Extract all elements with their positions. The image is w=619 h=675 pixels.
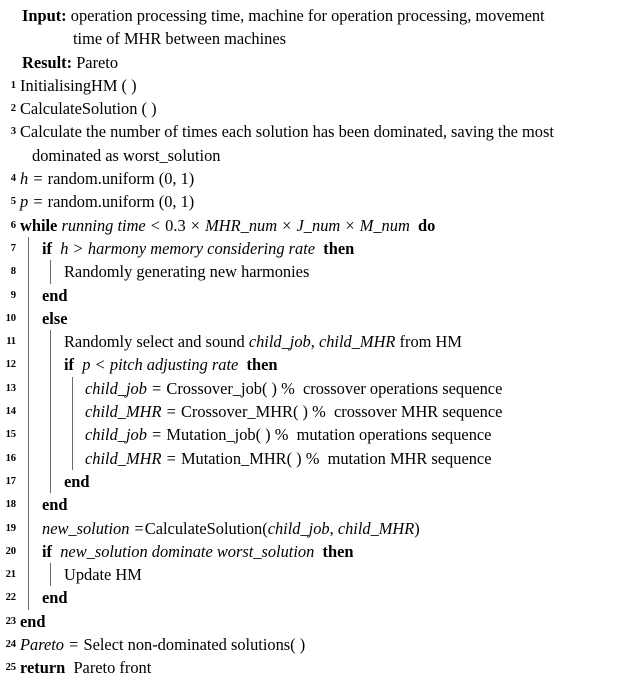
keyword-while: while <box>20 215 58 235</box>
code-line <box>0 353 619 376</box>
input-text-continuation <box>0 27 619 50</box>
line-content <box>0 330 615 353</box>
line-number: 4 <box>10 173 16 185</box>
statement-text: Calculate the number of times each solution has been dominated, saving the most <box>20 122 554 142</box>
variable-child-mhr: child_MHR <box>318 332 396 352</box>
code-line <box>0 190 619 213</box>
line-number: 3 <box>10 126 16 138</box>
multiply-icon: × <box>345 215 355 235</box>
line-content <box>0 74 615 97</box>
code-line <box>0 260 619 283</box>
code-line <box>0 214 619 237</box>
operator: < <box>95 355 105 375</box>
keyword-else: else <box>42 308 68 328</box>
keyword-end: end <box>42 495 68 515</box>
code-line <box>0 517 619 540</box>
statement-suffix: from HM <box>395 332 462 352</box>
result-label: Result: <box>22 52 73 72</box>
line-content <box>0 517 615 540</box>
variable-name: h <box>20 169 29 189</box>
line-content <box>0 633 615 656</box>
multiply-icon: × <box>190 215 201 235</box>
function-call: Mutation_job( ) <box>166 425 271 445</box>
function-call-open: CalculateSolution( <box>144 518 268 538</box>
line-content <box>0 120 615 167</box>
input-row <box>0 4 619 27</box>
line-content <box>0 586 615 609</box>
comment-text: mutation operations sequence <box>296 425 492 445</box>
operator: > <box>73 238 83 258</box>
statement-text-continuation: dominated as worst_solution <box>32 145 221 165</box>
line-content <box>0 353 615 376</box>
line-number: 11 <box>6 336 16 348</box>
code-line <box>0 237 619 260</box>
keyword-end: end <box>42 285 68 305</box>
separator: , <box>310 332 319 352</box>
operator: = <box>166 448 176 468</box>
variable-name: h <box>60 238 69 258</box>
line-number: 25 <box>5 662 16 674</box>
variable-name: child_MHR <box>85 448 162 468</box>
line-content <box>0 284 615 307</box>
line-number: 16 <box>5 452 16 464</box>
algorithm-header <box>0 0 619 74</box>
loop-condition: running time <box>61 215 146 235</box>
operator: = <box>69 635 79 655</box>
comment-text: crossover operations sequence <box>303 378 503 398</box>
code-line <box>0 377 619 400</box>
input-text: operation processing time, machine for operation processing, movement <box>70 6 545 25</box>
term-j-num: J_num <box>296 215 341 235</box>
code-line <box>0 470 619 493</box>
comment-marker: % <box>305 448 320 468</box>
argument-child-job: child_job <box>267 518 330 538</box>
code-line <box>0 493 619 516</box>
line-number: 23 <box>5 615 16 627</box>
line-number: 14 <box>5 406 16 418</box>
line-number: 8 <box>10 266 16 278</box>
variable-name: child_job <box>85 378 147 398</box>
separator: , <box>329 518 338 538</box>
line-number: 21 <box>5 569 16 581</box>
comment-text: crossover MHR sequence <box>333 402 503 422</box>
line-number: 9 <box>10 289 16 301</box>
line-content <box>0 237 615 260</box>
line-number: 22 <box>5 592 16 604</box>
code-line <box>0 120 619 167</box>
line-number: 19 <box>5 522 16 534</box>
expression: random.uniform (0, 1) <box>47 192 195 212</box>
term-mhr-num: MHR_num <box>205 215 278 235</box>
operator: = <box>33 192 43 212</box>
operator: = <box>152 378 162 398</box>
code-line <box>0 284 619 307</box>
function-call: Mutation_MHR( ) <box>180 448 302 468</box>
input-text-cont-label: time of MHR between machines <box>73 29 287 49</box>
result-row <box>0 51 619 74</box>
code-line <box>0 97 619 120</box>
line-content <box>0 493 615 516</box>
input-label: Input: <box>22 6 67 25</box>
return-value: Pareto front <box>73 658 152 675</box>
line-number: 15 <box>5 429 16 441</box>
code-line <box>0 330 619 353</box>
line-content <box>0 610 615 633</box>
expression: Select non-dominated solutions( ) <box>83 635 306 655</box>
line-number: 18 <box>5 499 16 511</box>
statement-text: Randomly generating new harmonies <box>64 262 310 282</box>
line-content <box>0 260 615 283</box>
line-content <box>0 214 615 237</box>
result-text: Pareto <box>76 52 119 72</box>
keyword-then: then <box>246 355 278 375</box>
operator: = <box>166 402 176 422</box>
line-content <box>0 307 615 330</box>
statement-text: Update HM <box>64 565 142 585</box>
line-content <box>0 447 615 470</box>
function-call-close: ) <box>414 518 420 538</box>
code-line <box>0 610 619 633</box>
line-content <box>0 470 615 493</box>
code-line <box>0 400 619 423</box>
code-line <box>0 307 619 330</box>
operator: = <box>134 518 144 538</box>
line-number: 20 <box>5 545 16 557</box>
line-number: 7 <box>10 242 16 254</box>
variable-name: child_job <box>85 425 147 445</box>
code-line <box>0 563 619 586</box>
line-content <box>0 377 615 400</box>
line-number: 5 <box>10 196 16 208</box>
code-line <box>0 656 619 675</box>
variable-name: p <box>82 355 91 375</box>
code-line <box>0 540 619 563</box>
statement-text: CalculateSolution ( ) <box>20 99 157 119</box>
code-line <box>0 633 619 656</box>
condition-text: harmony memory considering rate <box>87 238 316 258</box>
line-content <box>0 400 615 423</box>
code-line <box>0 74 619 97</box>
line-number: 17 <box>5 475 16 487</box>
line-content <box>0 167 615 190</box>
line-number: 1 <box>10 79 16 91</box>
keyword-end: end <box>42 588 68 608</box>
keyword-then: then <box>322 541 354 561</box>
variable-new-solution: new_solution <box>42 518 130 538</box>
keyword-then: then <box>323 238 355 258</box>
line-content <box>0 190 615 213</box>
line-number: 6 <box>10 219 16 231</box>
argument-child-mhr: child_MHR <box>337 518 415 538</box>
variable-name: child_MHR <box>85 402 162 422</box>
condition-text: new_solution dominate worst_solution <box>60 541 315 561</box>
term-m-num: M_num <box>359 215 410 235</box>
keyword-if: if <box>64 355 75 375</box>
condition-text: pitch adjusting rate <box>109 355 239 375</box>
line-number: 24 <box>5 639 16 651</box>
comment-marker: % <box>274 425 289 445</box>
code-line <box>0 167 619 190</box>
expression: random.uniform (0, 1) <box>47 169 195 189</box>
variable-pareto: Pareto <box>20 635 65 655</box>
code-line <box>0 586 619 609</box>
code-line <box>0 447 619 470</box>
keyword-if: if <box>42 238 53 258</box>
line-content <box>0 423 615 446</box>
code-line <box>0 423 619 446</box>
multiply-icon: × <box>282 215 292 235</box>
keyword-end: end <box>64 471 90 491</box>
comment-text: mutation MHR sequence <box>327 448 492 468</box>
keyword-if: if <box>42 541 53 561</box>
variable-name: p <box>20 192 29 212</box>
statement-prefix: Randomly select and sound <box>64 332 249 352</box>
line-content <box>0 540 615 563</box>
line-number: 13 <box>5 382 16 394</box>
line-content <box>0 656 615 675</box>
comment-marker: % <box>281 378 295 398</box>
operator: < <box>150 215 161 235</box>
operator: = <box>152 425 162 445</box>
keyword-do: do <box>418 215 436 235</box>
function-call: Crossover_job( ) <box>166 378 278 398</box>
variable-child-job: child_job <box>248 332 311 352</box>
line-number: 12 <box>5 359 16 371</box>
line-number: 10 <box>5 312 16 324</box>
line-number: 2 <box>10 103 16 115</box>
keyword-return: return <box>20 658 66 675</box>
function-call: Crossover_MHR( ) <box>180 402 308 422</box>
statement-text: InitialisingHM ( ) <box>20 75 137 95</box>
line-content <box>0 563 615 586</box>
line-content <box>0 97 615 120</box>
comment-marker: % <box>312 402 326 422</box>
keyword-end: end <box>20 611 46 631</box>
numeric-constant: 0.3 <box>165 215 186 235</box>
operator: = <box>33 169 43 189</box>
